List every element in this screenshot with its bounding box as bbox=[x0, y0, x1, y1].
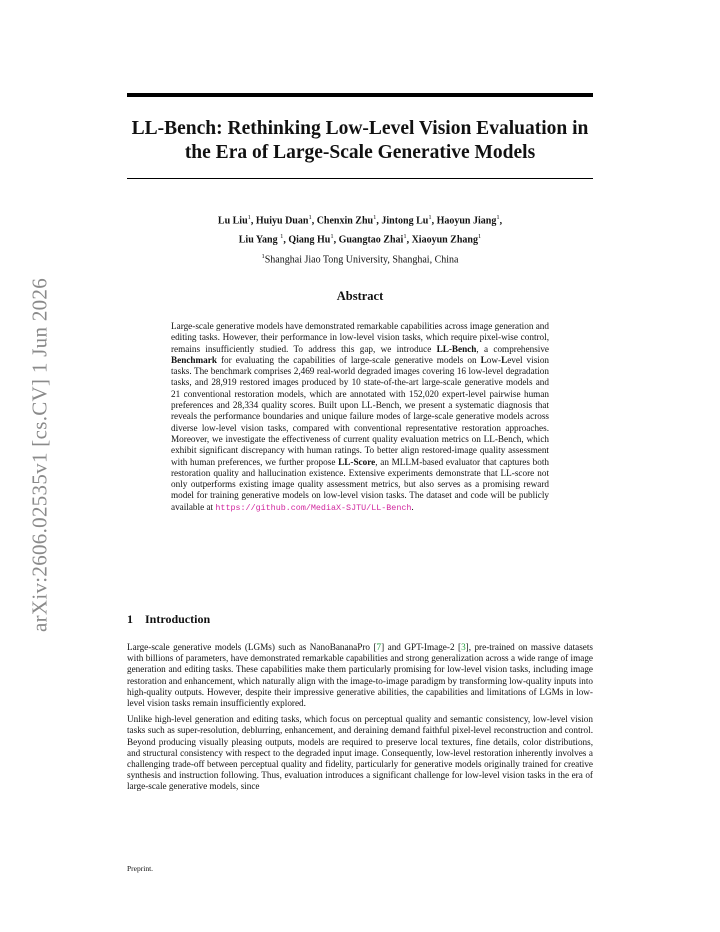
author-affil: 1 bbox=[280, 233, 284, 241]
abstract-bold-benchmark: Benchmark bbox=[171, 354, 217, 365]
author-affil: 1 bbox=[477, 233, 482, 241]
author-sep: , bbox=[250, 215, 256, 227]
author-name: Qiang Hu bbox=[288, 234, 331, 246]
affiliation-sup: 1 bbox=[261, 252, 265, 260]
author-affil: 1 bbox=[247, 214, 251, 221]
author-name: Xiaoyun Zhang bbox=[411, 234, 478, 246]
author-sep: , bbox=[283, 234, 289, 246]
title-line-1: LL-Bench: Rethinking Low-Level Vision Evaluation in bbox=[131, 118, 589, 139]
author-affil: 1 bbox=[403, 233, 407, 241]
author-sep: , bbox=[431, 215, 437, 227]
arxiv-identifier bbox=[20, 265, 60, 645]
abstract-bold-l: L bbox=[501, 354, 508, 365]
intro-text: Large-scale generative models (LGMs) such as NanoBananaPro [ bbox=[127, 642, 377, 652]
author-sep: , bbox=[333, 234, 339, 246]
author-line-1 bbox=[127, 210, 593, 229]
author-sep: , bbox=[406, 234, 412, 246]
paper-title bbox=[127, 117, 593, 165]
author-sep: , bbox=[376, 215, 382, 227]
author-affil: 1 bbox=[330, 233, 334, 241]
author-affil: 1 bbox=[428, 214, 432, 221]
abstract-text: , a comprehensive bbox=[476, 343, 549, 354]
abstract-bold-llbench: LL-Bench bbox=[436, 343, 477, 354]
author-name: Lu Liu bbox=[217, 215, 248, 227]
author-line-2 bbox=[127, 229, 593, 248]
affiliation: Shanghai Jiao Tong University, Shanghai, China bbox=[264, 253, 459, 265]
author-block bbox=[127, 210, 593, 268]
section-number: 1 bbox=[127, 612, 133, 626]
section-heading-introduction bbox=[127, 612, 210, 627]
author-sep: , bbox=[311, 215, 317, 227]
author-sep: , bbox=[499, 215, 503, 227]
abstract-text: evel vision tasks. The benchmark comprises 2,469 real-world degraded images covering 16 low-level degradation tasks, and 28,919 restored images produced by 10 state-of-the-art large-scale generative models and 21 conventional restoration models, which are annotated with 152,020 expert-level pairwise human preferences and 28,334 quality scores. Built upon LL-Bench, we present a systematic diagnosis that reveals the performance boundaries and unique failure modes of large-scale generative models across diverse low-level vision tasks, compared with conventional representative restoration approaches. Moreover, we investigate the effectiveness of current quality evaluation metrics on LL-Bench, which exhibit significant discrepancy with human ratings. To better align restored-image quality assessment with human preferences, we further propose bbox=[171, 354, 550, 467]
footer-preprint: Preprint. bbox=[127, 864, 154, 873]
section-title: Introduction bbox=[145, 612, 211, 626]
abstract-text: for evaluating the capabilities of large-scale generative models on bbox=[216, 354, 481, 365]
introduction-body bbox=[127, 642, 593, 798]
author-name: Jintong Lu bbox=[381, 215, 429, 227]
author-name: Haoyun Jiang bbox=[436, 215, 497, 227]
intro-text: ] and GPT-Image-2 [ bbox=[381, 642, 462, 652]
github-link[interactable]: https://github.com/MediaX-SJTU/LL-Bench bbox=[215, 502, 412, 513]
author-name: Guangtao Zhai bbox=[338, 234, 404, 246]
intro-text: ], pre-trained on massive datasets with billions of parameters, have demonstrated remarkable capabilities and strong generalization across a wide range of image generation and editing tasks. These capabilities make them particularly promising for low-level vision tasks, including image restoration and enhancement, which naturally align with the image-to-image paradigm by transforming low-quality inputs into high-quality outputs. However, despite their impressive generative abilities, the capabilities and limitations of LGMs in low-level vision tasks remain insufficiently explored. bbox=[127, 642, 593, 709]
author-name: Liu Yang bbox=[238, 234, 281, 246]
title-top-rule bbox=[127, 93, 593, 97]
citation-link[interactable]: 7 bbox=[376, 642, 382, 652]
arxiv-identifier-text: arXiv:2606.02535v1 [cs.CV] 1 Jun 2026 bbox=[27, 277, 52, 633]
abstract-bold-llscore: LL-Score bbox=[338, 456, 376, 467]
citation-link[interactable]: 3 bbox=[461, 642, 466, 652]
intro-paragraph-2: Unlike high-level generation and editing tasks, which focus on perceptual quality and semantic consistency, low-level vision tasks such as super-resolution, deblurring, enhancement, and deraining demand faithful pixel-level reconstruction and control. Beyond producing visually pleasing outputs, models are required to preserve local textures, fine details, color distributions, and structural consistency with respect to the degraded input image. Consequently, low-level restoration inherently involves a challenging trade-off between perceptual quality and fidelity, particularly for generative models originally trained for creative synthesis and instruction following. Thus, evaluation introduces a significant challenge for low-level vision tasks in the era of large-scale generative models, since bbox=[127, 714, 593, 792]
title-line-2: the Era of Large-Scale Generative Models bbox=[184, 142, 536, 163]
abstract-text: . bbox=[411, 501, 414, 512]
author-name: Chenxin Zhu bbox=[316, 215, 374, 227]
intro-paragraph-1 bbox=[127, 642, 593, 709]
abstract-text: Large-scale generative models have demonstrated remarkable capabilities across image generation and editing tasks. However, their performance in low-level vision tasks, which require pixel-wise control, remains insufficiently studied. To address this gap, we introduce bbox=[171, 321, 549, 354]
abstract-text: ow- bbox=[486, 354, 502, 365]
title-bottom-rule bbox=[127, 178, 593, 179]
author-affil: 1 bbox=[373, 214, 377, 221]
affiliation-line bbox=[127, 249, 593, 268]
author-name: Huiyu Duan bbox=[255, 215, 309, 227]
abstract-text: , an MLLM-based evaluator that captures both restoration quality and hallucination existence. Extensive experiments demonstrate that LL-score not only outperforms existing image quality assessment metrics, but also serves as a promising reward model for training generative models on low-level vision tasks. The dataset and code will be publicly available at bbox=[171, 456, 549, 512]
abstract-body bbox=[171, 321, 549, 514]
abstract-heading: Abstract bbox=[336, 289, 384, 303]
author-affil: 1 bbox=[308, 214, 312, 221]
abstract-bold-l: L bbox=[480, 354, 487, 365]
author-affil: 1 bbox=[496, 214, 500, 221]
